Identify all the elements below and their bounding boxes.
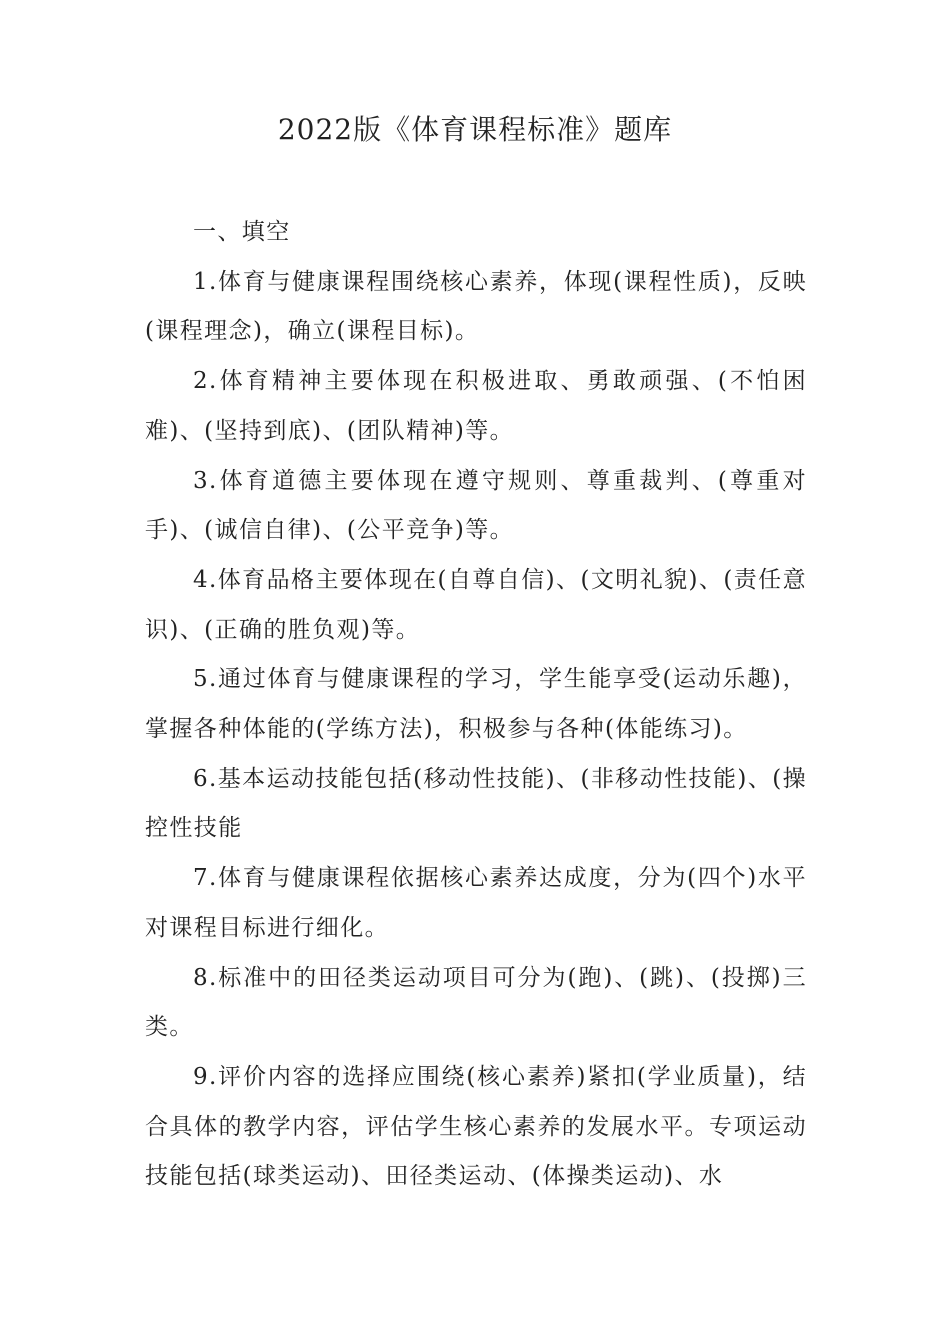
document-title: 2022版《体育课程标准》题库: [277, 113, 673, 146]
question-4: 4.体育品格主要体现在(自尊自信)、(文明礼貌)、(责任意识)、(正确的胜负观)等。: [145, 566, 807, 643]
document-body: [145, 208, 807, 1202]
question-6: 6.基本运动技能包括(移动性技能)、(非移动性技能)、(操控性技能: [145, 765, 807, 842]
question-5: 5.通过体育与健康课程的学习，学生能享受(运动乐趣)，掌握各种体能的(学练方法)，积极参与各种(体能练习)。: [145, 666, 807, 743]
question-2: 2.体育精神主要体现在积极进取、勇敢顽强、(不怕困难)、(坚持到底)、(团队精神)等。: [145, 368, 807, 444]
question-8: 8.标准中的田径类运动项目可分为(跑)、(跳)、(投掷)三类。: [145, 964, 807, 1041]
question-7: 7.体育与健康课程依据核心素养达成度，分为(四个)水平对课程目标进行细化。: [145, 865, 807, 941]
question-9: 9.评价内容的选择应围绕(核心素养)紧扣(学业质量)，结合具体的教学内容，评估学生核心素养的发展水平。专项运动技能包括(球类运动)、田径类运动、(体操类运动)、水: [145, 1063, 807, 1190]
question-3: 3.体育道德主要体现在遵守规则、尊重裁判、(尊重对手)、(诚信自律)、(公平竞争)等。: [145, 467, 807, 544]
question-1: 1.体育与健康课程围绕核心素养，体现(课程性质)，反映(课程理念)，确立(课程目标)。: [145, 268, 807, 345]
section-heading: 一、填空: [193, 219, 291, 245]
